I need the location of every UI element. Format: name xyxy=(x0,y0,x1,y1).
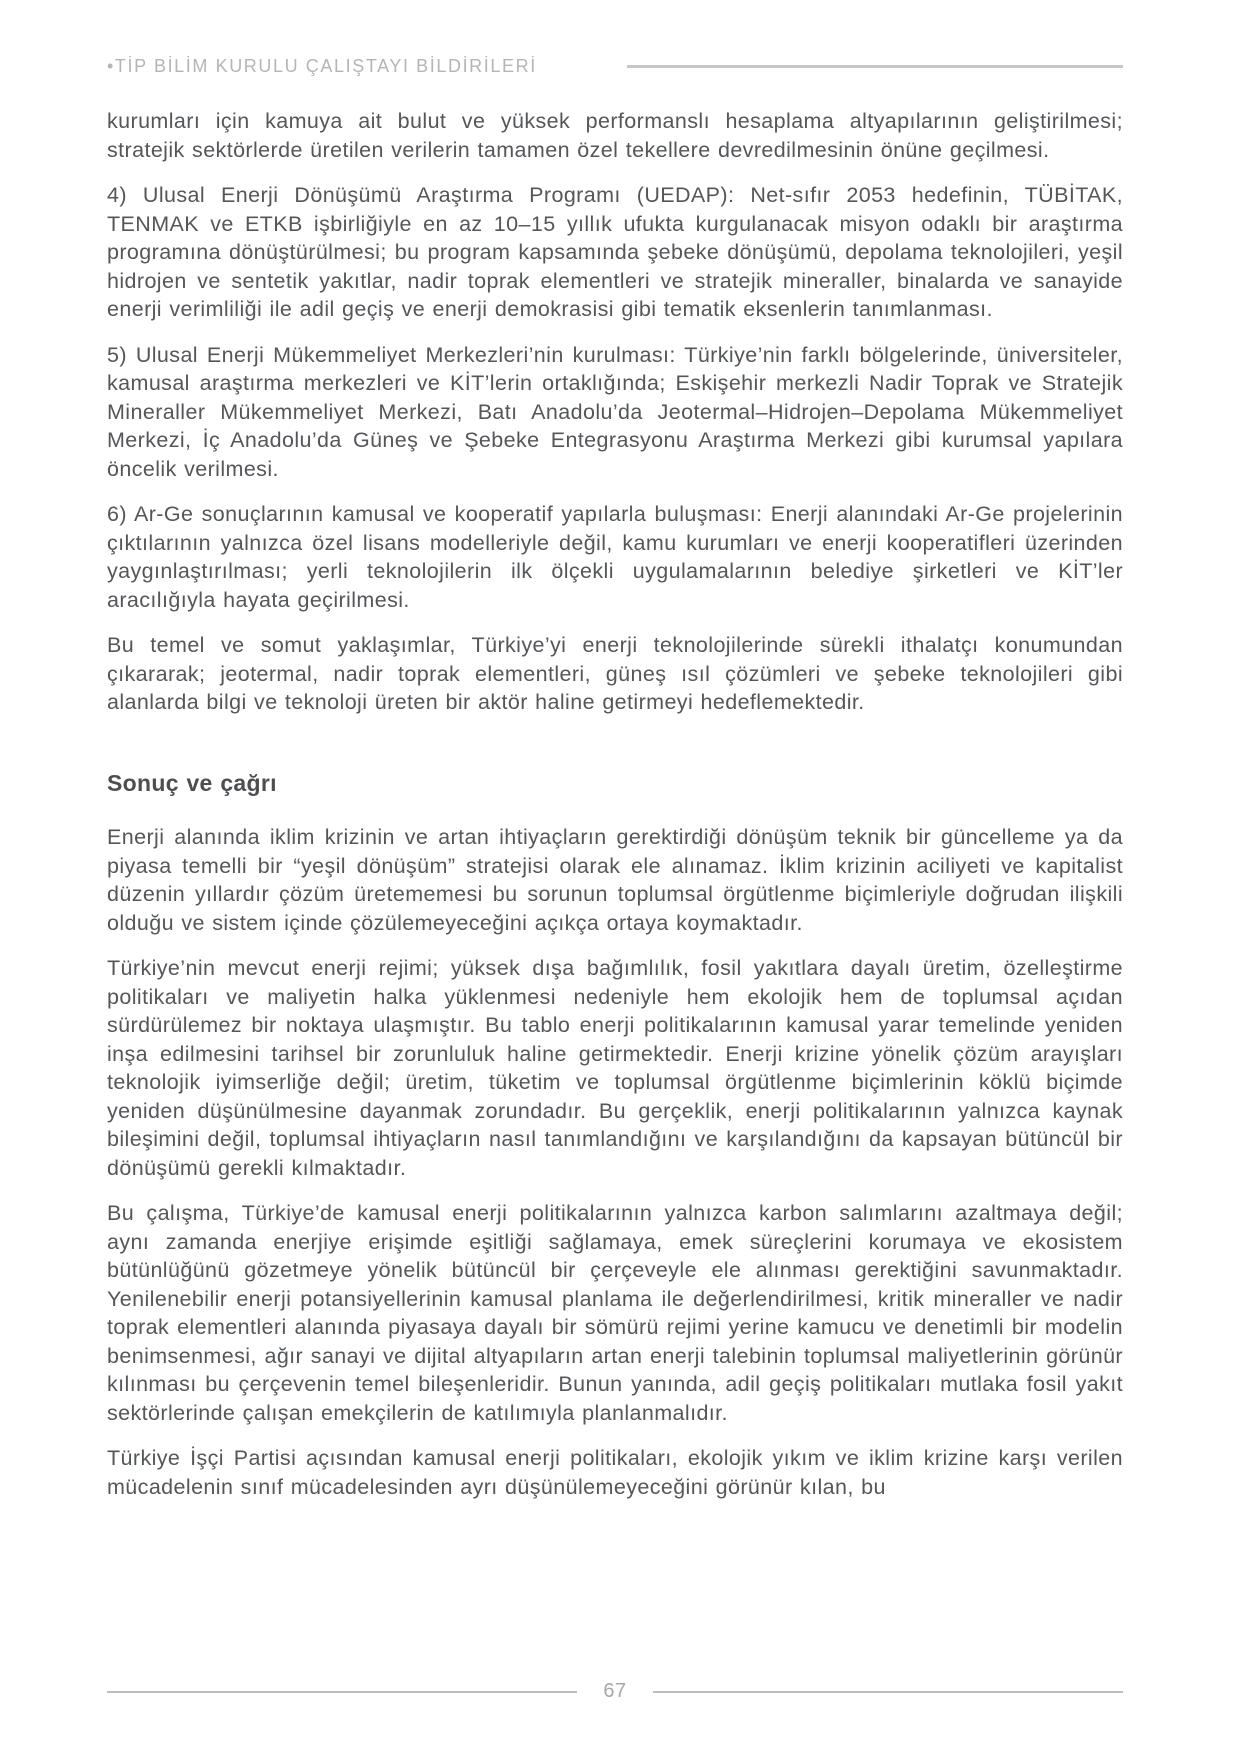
paragraph-conclusion-4: Türkiye İşçi Partisi açısından kamusal enerji politikaları, ekolojik yıkım ve iklim krizine karşı verilen mücadelenin sınıf mücadelesinden ayrı düşünülemeyeceğini görünür kılan, bu xyxy=(107,1446,1123,1499)
page-header xyxy=(107,56,1123,77)
page-number: 67 xyxy=(603,1680,627,1702)
footer-rule-right xyxy=(653,1691,1123,1693)
paragraph-item-6: 6) Ar-Ge sonuçlarının kamusal ve kooperatif yapılarla buluşması: Enerji alanındaki Ar-Ge projelerinin çıktılarının yalnızca özel lisans modelleriyle değil, kamu kurumları ve enerji kooperatifleri üzerinden yaygınlaştırılması; yerli teknolojilerin ilk ölçekli uygulamalarının belediye şirketleri ve KİT’ler aracılığıyla hayata geçirilmesi. xyxy=(107,502,1123,612)
running-header-title: •TİP BİLİM KURULU ÇALIŞTAYI BİLDİRİLERİ xyxy=(107,56,537,76)
page-body xyxy=(107,107,1123,1501)
paragraph-summary: Bu temel ve somut yaklaşımlar, Türkiye’yi enerji teknolojilerinde sürekli ithalatçı konumundan çıkararak; jeotermal, nadir toprak elementleri, güneş ısıl çözümleri ve şebeke teknolojileri gibi alanlarda bilgi ve teknoloji üreten bir aktör haline getirmeyi hedeflemektedir. xyxy=(107,633,1123,714)
paragraph-item-4: 4) Ulusal Enerji Dönüşümü Araştırma Programı (UEDAP): Net-sıfır 2053 hedefinin, TÜBİTAK, TENMAK ve ETKB işbirliğiyle en az 10–15 yıllık ufukta kurgulanacak misyon odaklı bir araştırma programına dönüştürülmesi; bu program kapsamında şebeke dönüşümü, depolama teknolojileri, yeşil hidrojen ve sentetik yakıtlar, nadir toprak elementleri ve stratejik mineraller, binalarda ve sanayide enerji verimliliği ile adil geçiş ve enerji demokrasisi gibi tematik eksenlerin tanımlanması. xyxy=(107,183,1123,321)
paragraph-conclusion-2: Türkiye’nin mevcut enerji rejimi; yüksek dışa bağımlılık, fosil yakıtlara dayalı üretim, özelleştirme politikaları ve maliyetin halka yüklenmesi nedeniyle hem ekolojik hem de toplumsal açıdan sürdürülemez bir noktaya ulaşmıştır. Bu tablo enerji politikalarının kamusal yarar temelinde yeniden inşa edilmesini tarihsel bir zorunluluk haline getirmektedir. Enerji krizine yönelik çözüm arayışları teknolojik iyimserliğe değil; üretim, tüketim ve toplumsal örgütlenme biçimlerinin köklü biçimde yeniden düşünülmesine dayanmak zorundadır. Bu gerçeklik, enerji politikalarının yalnızca kaynak bileşimini değil, toplumsal ihtiyaçların nasıl tanımlandığını ve karşılandığını da kapsayan bütüncül bir dönüşümü gerekli kılmaktadır. xyxy=(107,956,1123,1180)
paragraph-continuation: kurumları için kamuya ait bulut ve yüksek performanslı hesaplama altyapılarının geliştirilmesi; stratejik sektörlerde üretilen verilerin tamamen özel tekellere devredilmesinin önüne geçilmesi. xyxy=(107,109,1123,162)
page-footer xyxy=(107,1680,1123,1703)
section-heading: Sonuç ve çağrı xyxy=(107,769,277,796)
paragraph-item-5: 5) Ulusal Enerji Mükemmeliyet Merkezleri’nin kurulması: Türkiye’nin farklı bölgelerinde, üniversiteler, kamusal araştırma merkezleri ve KİT’lerin ortaklığında; Eskişehir merkezli Nadir Toprak ve Stratejik Mineraller Mükemmeliyet Merkezi, Batı Anadolu’da Jeotermal–Hidrojen–Depolama Mükemmeliyet Merkezi, İç Anadolu’da Güneş ve Şebeke Entegrasyonu Araştırma Merkezi gibi kurumsal yapılara öncelik verilmesi. xyxy=(107,342,1123,481)
paragraph-conclusion-1: Enerji alanında iklim krizinin ve artan ihtiyaçların gerektirdiği dönüşüm teknik bir güncelleme ya da piyasa temelli bir “yeşil dönüşüm” stratejisi olarak ele alınamaz. İklim krizinin aciliyeti ve kapitalist düzenin yıllardır çözüm üretememesi bu sorunun toplumsal örgütlenme biçimleriyle doğrudan ilişkili olduğu ve sistem içinde çözülemeyeceğini açıkça ortaya koymaktadır. xyxy=(107,825,1123,935)
header-rule xyxy=(627,65,1123,68)
paragraph-conclusion-3: Bu çalışma, Türkiye’de kamusal enerji politikalarının yalnızca karbon salımlarını azaltmaya değil; aynı zamanda enerjiye erişimde eşitliği sağlamaya, emek süreçlerini korumaya ve ekosistem bütünlüğünü gözetmeye yönelik bütüncül bir çerçeveyle ele alınması gerektiğini savunmaktadır. Yenilenebilir enerji potansiyellerinin kamusal planlama ile değerlendirilmesi, kritik mineraller ve nadir toprak elementleri alanında piyasaya dayalı bir sömürü rejimi yerine kamucu ve denetimli bir modelin benimsenmesi, ağır sanayi ve dijital altyapıların artan enerji talebinin toplumsal maliyetlerinin görünür kılınması bu çerçevenin temel bileşenleridir. Bunun yanında, adil geçiş politikaları mutlaka fosil yakıt sektörlerinde çalışan emekçilerin de katılımıyla planlanmalıdır. xyxy=(107,1201,1123,1425)
footer-rule-left xyxy=(107,1691,577,1693)
